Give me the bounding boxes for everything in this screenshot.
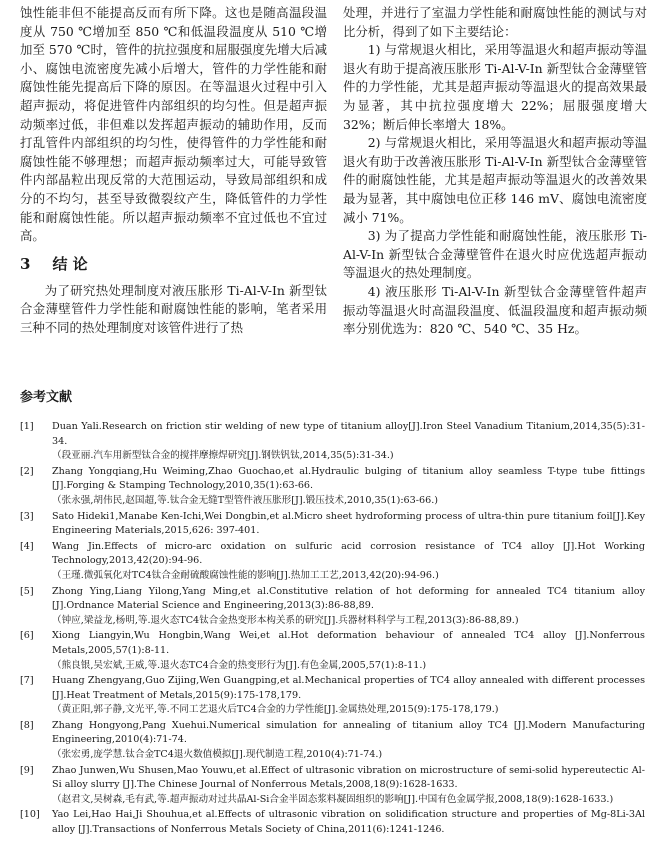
conclusion-item-2: 2) 与常规退火相比，采用等温退火和超声振动等温退火有助于改善液压胀形 Ti-Al-V-In 新型钛合金薄壁管件的耐腐蚀性能，尤其是超声振动等温退火的改善效果最为显著，其中腐蚀电位正移 146 mV、腐蚀电流密度减小 71%。: [343, 135, 647, 225]
reference-body: [52, 764, 645, 808]
reference-english: Zhong Ying,Liang Yilong,Yang Ming,et al.Constitutive relation of hot deforming for annealed TC4 titanium alloy [J].Ordnance Material Science and Engineering,2013(3):86-88,89.: [52, 585, 645, 612]
reference-body: [52, 420, 645, 464]
references-title: 参考文献: [20, 390, 73, 405]
reference-item: [20, 510, 645, 539]
reference-item: [20, 420, 645, 464]
section-number: 3: [20, 254, 31, 273]
reference-item: [20, 540, 645, 584]
body-paragraph: 处理，并进行了室温力学性能和耐腐蚀性能的测试与对比分析，得到了如下主要结论：: [343, 5, 647, 39]
body-paragraph: 蚀性能非但不能提高反而有所下降。这也是随高温段温度从 750 ℃增加至 850 ℃和低温段温度从 510 ℃增加至 570 ℃时，管件的抗拉强度和屈服强度先增大后减小、腐蚀电流密度先减小后增大，管件的力学性能和耐腐蚀性能先提高后下降的原因。在等温退火过程中引入超声振动，将促进管件内部组织的均匀性。但是超声振动频率过低，非但难以发挥超声振动的辅助作用，反而打乱管件内部组织的均匀性，使得管件的力学性能和耐腐蚀性能不够理想；而超声振动频率过大，可能导致管件内部晶粒出现反常的大范围运动，导致局部组织和成分的不均匀，甚至导致微裂纹产生，降低管件的力学性能和耐腐蚀性能。所以超声振动频率不宜过低也不宜过高。: [20, 5, 327, 244]
reference-number: [6]: [20, 630, 34, 642]
reference-chinese: （张宏勇,庞学慧.钛合金TC4退火数值模拟[J].现代制造工程,2010(4):71-74.): [52, 749, 383, 761]
reference-body: [52, 510, 645, 539]
reference-item: [20, 674, 645, 718]
references-list: [20, 420, 645, 839]
reference-number: [10]: [20, 809, 40, 821]
reference-english: Zhang Yongqiang,Hu Weiming,Zhao Guochao,et al.Hydraulic bulging of titanium alloy seamless T-type tube fittings [J].Forging & Stamping Technology,2010,35(1):63-66.: [52, 465, 645, 492]
reference-item: [20, 629, 645, 673]
reference-chinese: （王瑾.微弧氧化对TC4钛合金耐硫酸腐蚀性能的影响[J].热加工工艺,2013,42(20):94-96.): [52, 569, 439, 581]
conclusion-item-1: 1) 与常规退火相比，采用等温退火和超声振动等温退火有助于提高液压胀形 Ti-Al-V-In 新型钛合金薄壁管件的力学性能，尤其是超声振动等温退火的提高效果最为显著，其中抗拉强度增大 22%；屈服强度增大 32%；断后伸长率增大 18%。: [343, 42, 647, 132]
reference-english: Xiong Liangyin,Wu Hongbin,Wang Wei,et al.Hot deformation behaviour of annealed TC4 alloy [J].Nonferrous Metals,2005,57(1):8-11.: [52, 630, 645, 656]
reference-chinese: （黄正阳,郭子静,文光平,等.不同工艺退火后TC4合金的力学性能[J].金属热处理,2015(9):175-178,179.): [52, 704, 499, 716]
reference-body: [52, 808, 645, 837]
reference-body: [52, 719, 645, 763]
reference-english: Zhang Hongyong,Pang Xuehui.Numerical simulation for annealing of titanium alloy TC4 [J].Modern Manufacturing Engineering,2010(4):71-74.: [52, 719, 645, 746]
reference-body: [52, 465, 645, 509]
reference-chinese: （赵君文,吴树森,毛有武,等.超声振动对过共晶Al-Si合金半固态浆料凝固组织的影响[J].中国有色金属学报,2008,18(9):1628-1633.): [52, 793, 614, 805]
section-heading: [20, 254, 327, 274]
reference-english: Duan Yali.Research on friction stir welding of new type of titanium alloy[J].Iron Steel Vanadium Titanium,2014,35(5):31-34.: [52, 421, 645, 447]
body-paragraph: 为了研究热处理制度对液压胀形 Ti-Al-V-In 新型钛合金薄壁管件力学性能和耐腐蚀性能的影响，笔者采用三种不同的热处理制度对该管件进行了热: [20, 282, 327, 335]
left-column: [20, 4, 327, 338]
reference-english: Zhao Junwen,Wu Shusen,Mao Youwu,et al.Effect of ultrasonic vibration on microstructure of semi-solid hypereutectic Al-Si alloy slurry [J].The Chinese Journal of Nonferrous Metals,2008,18(9):1628-1633.: [52, 764, 645, 791]
reference-number: [7]: [20, 675, 34, 687]
right-column: [343, 4, 647, 339]
reference-chinese: （段亚丽.汽车用新型钛合金的搅拌摩擦焊研究[J].钢铁钒钛,2014,35(5):31-34.): [52, 450, 394, 462]
reference-chinese: （熊良银,吴宏斌,王威,等.退火态TC4合金的热变形行为[J].有色金属,2005,57(1):8-11.): [52, 659, 427, 671]
reference-number: [3]: [20, 510, 34, 522]
reference-number: [4]: [20, 540, 34, 552]
reference-item: [20, 465, 645, 509]
reference-body: [52, 540, 645, 584]
reference-number: [9]: [20, 764, 34, 776]
reference-item: [20, 585, 645, 629]
reference-english: Wang Jin.Effects of micro-arc oxidation on sulfuric acid corrosion resistance of TC4 alloy [J].Hot Working Technology,2013,42(20):94-96.: [52, 540, 645, 567]
conclusion-item-3: 3) 为了提高力学性能和耐腐蚀性能，液压胀形 Ti-Al-V-In 新型钛合金薄壁管件在退火时应优选超声振动等温退火的热处理制度。: [343, 228, 647, 281]
reference-english: Sato Hideki1,Manabe Ken-Ichi,Wei Dongbin,et al.Micro sheet hydroforming process of ultra-thin pure titanium foil[J].Key Engineering Materials,2015,626: 397-401.: [52, 510, 645, 537]
reference-body: [52, 629, 645, 673]
conclusion-item-4: 4) 液压胀形 Ti-Al-V-In 新型钛合金薄壁管件超声振动等温退火时高温段温度、低温段温度和超声振动频率分别优选为：820 ℃、540 ℃、35 Hz。: [343, 283, 647, 337]
reference-body: [52, 674, 645, 718]
reference-number: [5]: [20, 585, 34, 597]
reference-chinese: （张永强,胡伟民,赵国超,等.钛合金无缝T型管件液压胀形[J].锻压技术,2010,35(1):63-66.): [52, 494, 439, 506]
reference-number: [1]: [20, 421, 34, 432]
reference-item: [20, 719, 645, 763]
reference-item: [20, 764, 645, 808]
reference-english: Huang Zhengyang,Guo Zijing,Wen Guangping,et al.Mechanical properties of TC4 alloy annealed with different processes [J].Heat Treatment of Metals,2015(9):175-178,179.: [52, 675, 645, 701]
reference-english: Yao Lei,Hao Hai,Ji Shouhua,et al.Effects of ultrasonic vibration on solidification structure and properties of Mg-8Li-3Al alloy [J].Transactions of Nonferrous Metals Society of China,2011(6):1241-1246.: [52, 809, 645, 836]
reference-number: [2]: [20, 465, 34, 477]
reference-number: [8]: [20, 719, 34, 731]
section-title: 结 论: [52, 254, 88, 273]
reference-body: [52, 585, 645, 629]
reference-item: [20, 808, 645, 837]
reference-chinese: （钟应,梁益龙,杨明,等.退火态TC4钛合金热变形本构关系的研究[J].兵器材料科学与工程,2013(3):86-88,89.): [52, 614, 519, 626]
